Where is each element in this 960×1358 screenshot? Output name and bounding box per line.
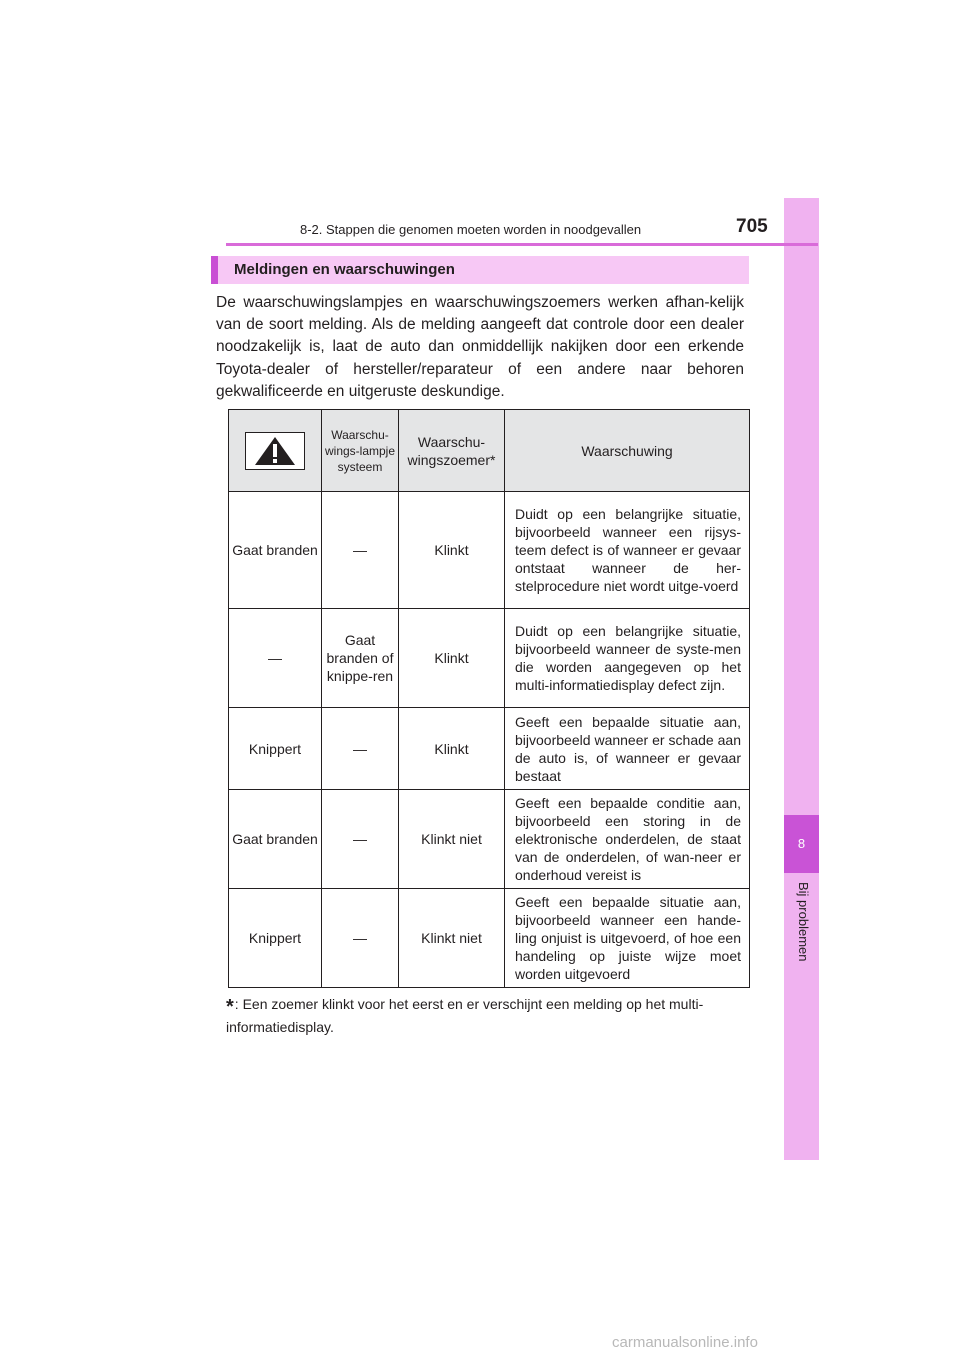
footnote	[226, 994, 750, 1037]
cell-warning: Geeft een bepaalde conditie aan, bijvoorbeeld een storing in de elektronische onderdelen, de staat van de onderdelen, of wan-neer er onderhoud vereist is	[505, 790, 750, 889]
intro-paragraph: De waarschuwingslampjes en waarschuwingszoemers werken afhan-kelijk van de soort melding. Als de melding aangeeft dat controle door een dealer noodzakelijk is, laat de auto dan onmiddellijk nakijken door een erkende Toyota-dealer of hersteller/reparateur of een andere naar behoren gekwalificeerde en uitgeruste deskundige.	[216, 294, 744, 400]
header-master-warning	[229, 410, 322, 492]
chapter-number-tab[interactable]: 8	[784, 815, 819, 873]
cell-system: —	[322, 889, 399, 988]
header-buzzer: Waarschu-wingszoemer*	[399, 410, 505, 492]
header-warning: Waarschuwing	[505, 410, 750, 492]
section-title: Meldingen en waarschuwingen	[234, 261, 455, 278]
cell-master: Knippert	[229, 708, 322, 790]
page-number: 705	[736, 216, 768, 237]
watermark: carmanualsonline.info	[612, 1334, 758, 1351]
cell-buzzer: Klinkt	[399, 708, 505, 790]
cell-buzzer: Klinkt niet	[399, 889, 505, 988]
cell-master: Gaat branden	[229, 492, 322, 609]
cell-master: Gaat branden	[229, 790, 322, 889]
header-rule	[226, 243, 818, 246]
cell-system: —	[322, 790, 399, 889]
cell-warning: Geeft een bepaalde situatie aan, bijvoorbeeld wanneer er schade aan de auto is, of wanneer er gevaar bestaat	[505, 708, 750, 790]
running-header: 8-2. Stappen die genomen moeten worden in noodgevallen	[300, 222, 642, 237]
footnote-marker: *	[226, 996, 234, 1018]
table-row	[229, 790, 750, 889]
header-system-lamp: Waarschu-wings-lampje systeem	[322, 410, 399, 492]
table-row	[229, 609, 750, 708]
cell-system: —	[322, 708, 399, 790]
cell-buzzer: Klinkt	[399, 492, 505, 609]
table-row	[229, 492, 750, 609]
chapter-label: Bij problemen	[796, 882, 811, 962]
footnote-text: : Een zoemer klinkt voor het eerst en er verschijnt een melding op het multi-informatiedisplay.	[226, 996, 704, 1035]
warning-triangle-icon	[245, 432, 305, 470]
cell-warning: Duidt op een belangrijke situatie, bijvoorbeeld wanneer een rijsys-teem defect is of wanneer er gevaar ontstaat wanneer de her-stelprocedure niet wordt uitge-voerd	[505, 492, 750, 609]
side-tab	[784, 198, 819, 1160]
cell-system: —	[322, 492, 399, 609]
table-row	[229, 708, 750, 790]
cell-buzzer: Klinkt niet	[399, 790, 505, 889]
warning-table	[228, 409, 750, 988]
table-row	[229, 889, 750, 988]
cell-system: Gaat branden of knippe-ren	[322, 609, 399, 708]
section-heading-bar	[211, 256, 749, 284]
cell-master: Knippert	[229, 889, 322, 988]
table-header-row	[229, 410, 750, 492]
cell-warning: Duidt op een belangrijke situatie, bijvoorbeeld wanneer de syste-men die worden aangegeven op het multi-informatiedisplay defect zijn.	[505, 609, 750, 708]
cell-warning: Geeft een bepaalde situatie aan, bijvoorbeeld wanneer een hande-ling onjuist is uitgevoerd, of hoe een handeling op juiste wijze moet worden uitgevoerd	[505, 889, 750, 988]
cell-master: —	[229, 609, 322, 708]
cell-buzzer: Klinkt	[399, 609, 505, 708]
